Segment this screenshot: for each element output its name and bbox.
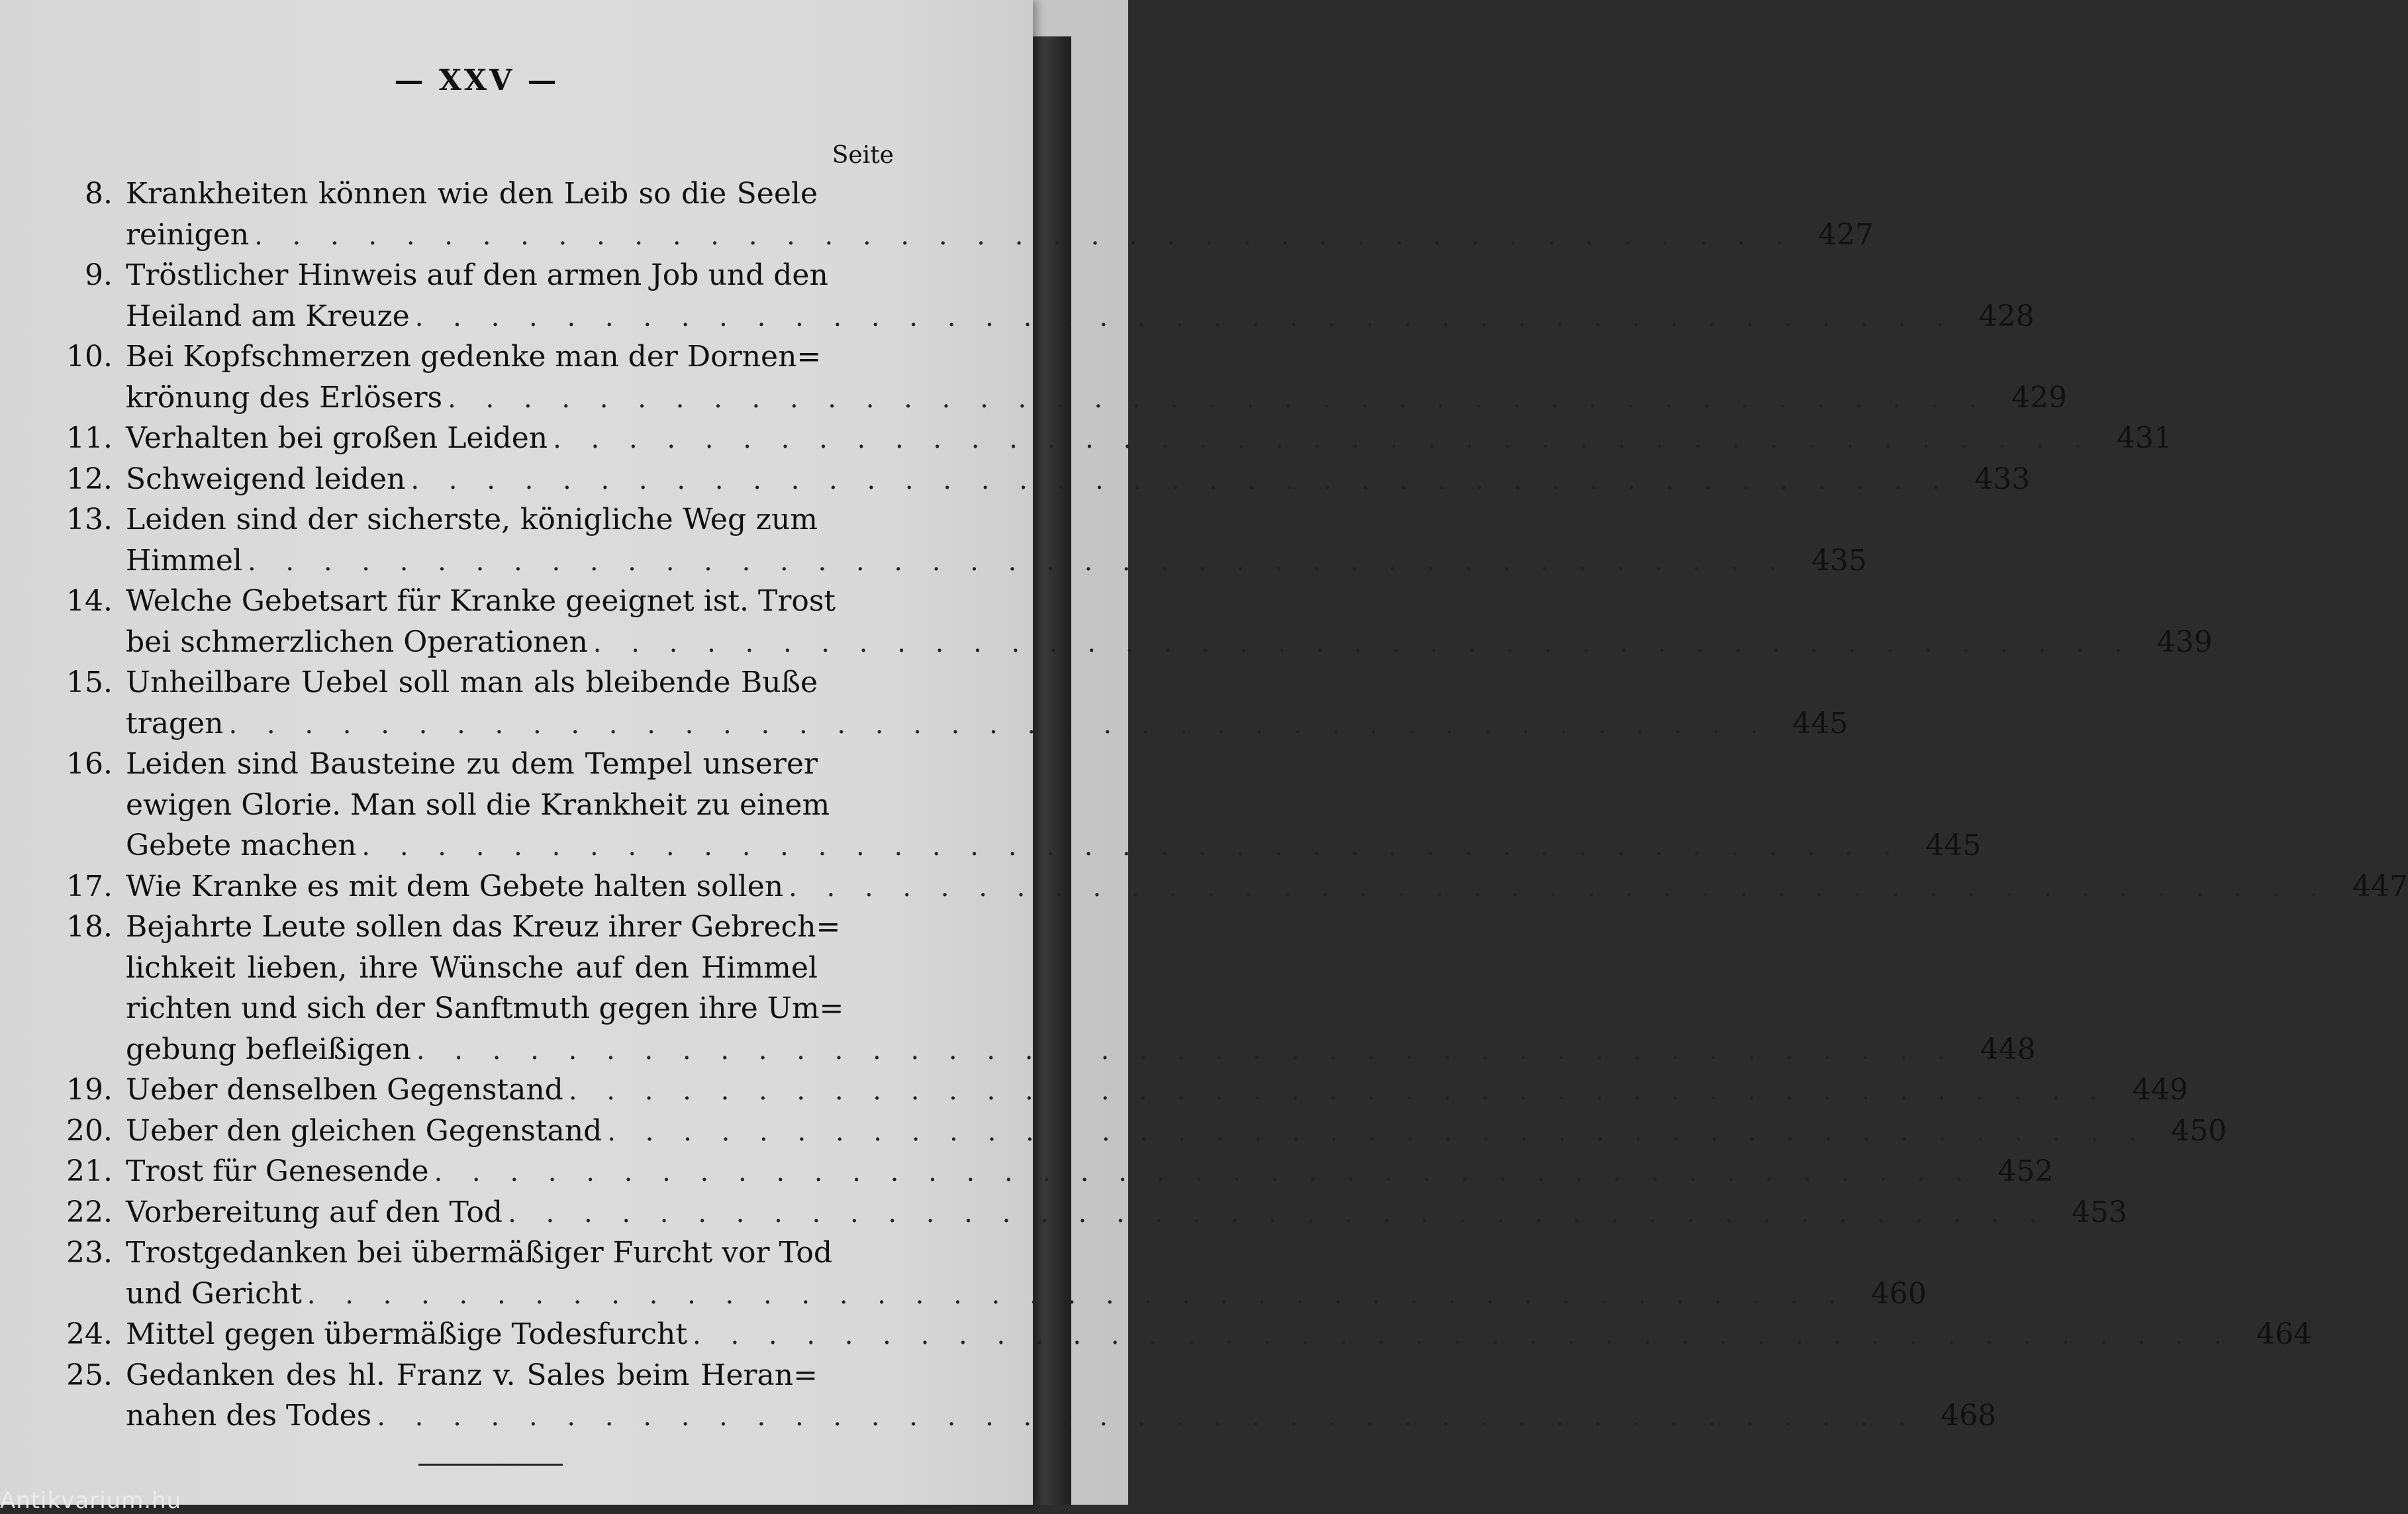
dot-leader: . . . . . . . . . . . . . . . . . . . . . . . . . . . . . . . . . . . . . . . . . (508, 1197, 2048, 1229)
entry-final-line (126, 1070, 2188, 1111)
entry-final-line (126, 215, 1874, 256)
entry-final-line (126, 825, 1982, 866)
toc-entry (60, 866, 2408, 907)
entry-number: 24. (66, 1317, 113, 1351)
page-column-label: Seite (832, 142, 894, 169)
entry-number: 10. (66, 340, 113, 374)
entry-body (126, 1111, 2227, 1152)
dot-leader: . . . . . . . . . . . . . . . . . . . . . . . . . . . . . . . . . . . . . . . . . (254, 220, 1795, 251)
entry-final-line (126, 1029, 2036, 1070)
entry-final-line (126, 866, 2408, 907)
entry-page-number: 428 (1978, 299, 2035, 333)
entry-title-end: und Gericht (126, 1276, 302, 1311)
toc-entry (60, 1233, 1927, 1314)
entry-number: 21. (66, 1154, 113, 1188)
entry-page-number: 435 (1811, 543, 1867, 578)
entry-page-number: 429 (2011, 380, 2067, 415)
dot-leader: . . . . . . . . . . . . . . . . . . . . . . . . . . . . . . . . . . . . . . . . . (414, 301, 1955, 332)
toc-entry (60, 459, 2031, 500)
entry-title-line: Welche Gebetsart für Kranke geeignet ist. Trost (126, 584, 836, 618)
entry-page-number: 468 (1941, 1399, 1997, 1433)
entry-body (126, 1355, 1997, 1437)
entry-number: 12. (66, 462, 113, 496)
toc-entry (60, 1070, 2188, 1111)
entry-page-number: 427 (1818, 217, 1874, 252)
entry-final-line (126, 378, 2067, 419)
entry-body (126, 662, 1849, 744)
closing-rule (418, 1464, 563, 1466)
entry-title-end: Verhalten bei großen Leiden (126, 421, 548, 455)
entry-final-line (126, 703, 1849, 744)
dot-leader: . . . . . . . . . . . . . . . . . . . . . . . . . . . . . . . . . . . . . . . . . (228, 709, 1769, 740)
entry-title-line: Bei Kopfschmerzen gedenke man der Dornen= (126, 340, 822, 374)
entry-page-number: 453 (2072, 1195, 2127, 1229)
entry-body (126, 744, 1982, 866)
entry-page-number: 445 (1792, 706, 1849, 740)
toc-entry (60, 499, 1867, 581)
dot-leader: . . . . . . . . . . . . . . . . . . . . . . . . . . . . . . . . . . . . . . . . . (568, 1076, 2109, 1106)
table-of-contents (60, 174, 2408, 1437)
entry-title-end: Trost für Genesende (126, 1154, 429, 1188)
entry-final-line (126, 1314, 2312, 1355)
entry-number: 14. (66, 584, 113, 618)
toc-entry (60, 174, 1874, 255)
entry-title-end: Vorbereitung auf den Tod (126, 1195, 503, 1229)
entry-page-number: 431 (2117, 421, 2172, 455)
entry-number: 17. (66, 869, 113, 903)
dot-leader: . . . . . . . . . . . . . . . . . . . . . . . . . . . . . . . . . . . . . . . . . (377, 1401, 1917, 1432)
entry-title-line: Leiden sind der sicherste, königliche Weg zum (126, 503, 818, 536)
dot-leader: . . . . . . . . . . . . . . . . . . . . . . . . . . . . . . . . . . . . . . . . . (434, 1157, 1974, 1187)
entry-number: 22. (66, 1195, 113, 1229)
dot-leader: . . . . . . . . . . . . . . . . . . . . . . . . . . . . . . . . . . . . . . . . . (307, 1279, 1847, 1310)
entry-body (126, 1070, 2188, 1111)
dot-leader: . . . . . . . . . . . . . . . . . . . . . . . . . . . . . . . . . . . . . . . . . (789, 872, 2329, 903)
entry-title-end: tragen (126, 706, 224, 740)
entry-title-line: Bejahrte Leute sollen das Kreuz ihrer Gebrech= (126, 910, 841, 944)
toc-entry (60, 1355, 1997, 1437)
entry-body (126, 907, 2036, 1070)
entry-title-line: ewigen Glorie. Man soll die Krankheit zu einem (126, 787, 830, 822)
entry-title-end: gebung befleißigen (126, 1032, 411, 1066)
entry-title-end: Gebete machen (126, 829, 357, 862)
toc-entry (60, 1192, 2127, 1233)
entry-title-line: Tröstlicher Hinweis auf den armen Job und den (126, 258, 828, 292)
entry-title-end: Ueber den gleichen Gegenstand (126, 1113, 602, 1148)
entry-number: 16. (66, 747, 113, 781)
entry-number: 20. (66, 1113, 113, 1148)
entry-page-number: 460 (1870, 1276, 1927, 1311)
entry-body (126, 581, 2213, 662)
entry-number: 15. (66, 666, 113, 699)
dot-leader: . . . . . . . . . . . . . . . . . . . . . . . . . . . . . . . . . . . . . . . . . (416, 1035, 1956, 1066)
entry-final-line (126, 540, 1867, 581)
entry-title-end: Heiland am Kreuze (126, 299, 410, 333)
toc-entry (60, 1314, 2312, 1355)
entry-final-line (126, 459, 2031, 500)
entry-page-number: 450 (2171, 1113, 2227, 1148)
entry-body (126, 866, 2408, 907)
toc-entry (60, 418, 2172, 459)
entry-title-line: Trostgedanken bei übermäßiger Furcht vor Tod (126, 1236, 833, 1270)
entry-title-end: Ueber denselben Gegenstand (126, 1073, 563, 1107)
entry-number: 19. (66, 1073, 113, 1107)
entry-page-number: 452 (1998, 1154, 2054, 1188)
entry-title-end: Mittel gegen übermäßige Todesfurcht (126, 1317, 688, 1351)
entry-number: 11. (66, 421, 113, 455)
entry-final-line (126, 1111, 2227, 1152)
entry-body (126, 174, 1874, 255)
entry-title-line: Krankheiten können wie den Leib so die Seele (126, 177, 818, 211)
watermark: Antikvarium.hu (0, 1488, 182, 1514)
entry-title-end: reinigen (126, 217, 250, 252)
toc-entry (60, 336, 2067, 418)
entry-body (126, 1151, 2054, 1192)
entry-body (126, 499, 1867, 581)
entry-page-number: 433 (1974, 462, 2031, 496)
entry-page-number: 445 (1925, 829, 1982, 862)
dot-leader: . . . . . . . . . . . . . . . . . . . . . . . . . . . . . . . . . . . . . . . . . (607, 1116, 2148, 1147)
entry-page-number: 448 (1980, 1032, 2036, 1066)
entry-page-number: 449 (2132, 1073, 2188, 1107)
entry-page-number: 464 (2256, 1317, 2312, 1351)
entry-number: 18. (66, 910, 113, 944)
entry-body (126, 1314, 2312, 1355)
toc-entry (60, 255, 2035, 336)
entry-final-line (126, 1395, 1997, 1437)
toc-entry (60, 1151, 2054, 1192)
entry-title-end: krönung des Erlösers (126, 380, 443, 415)
dot-leader: . . . . . . . . . . . . . . . . . . . . . . . . . . . . . . . . . . . . . . . . . (693, 1320, 2233, 1350)
entry-title-end: bei schmerzlichen Operationen (126, 625, 588, 659)
entry-final-line (126, 1274, 1927, 1315)
page-number-header: — XXV — (394, 64, 559, 97)
dot-leader: . . . . . . . . . . . . . . . . . . . . . . . . . . . . . . . . . . . . . . . . . (593, 627, 2133, 658)
entry-title-line: Leiden sind Bausteine zu dem Tempel unserer (126, 747, 818, 781)
entry-body (126, 1192, 2127, 1233)
entry-final-line (126, 1151, 2054, 1192)
entry-title-line: Gedanken des hl. Franz v. Sales beim Heran= (126, 1358, 818, 1392)
entry-body (126, 1233, 1927, 1314)
dot-leader: . . . . . . . . . . . . . . . . . . . . . . . . . . . . . . . . . . . . . . . . . (361, 831, 1902, 862)
toc-entry (60, 907, 2036, 1070)
dot-leader: . . . . . . . . . . . . . . . . . . . . . . . . . . . . . . . . . . . . . . . . . (553, 424, 2093, 454)
entry-final-line (126, 622, 2213, 663)
entry-title-end: nahen des Todes (126, 1399, 372, 1433)
entry-body (126, 418, 2172, 459)
toc-entry (60, 1111, 2227, 1152)
entry-final-line (126, 418, 2172, 459)
entry-number: 8. (85, 177, 113, 211)
dot-leader: . . . . . . . . . . . . . . . . . . . . . . . . . . . . . . . . . . . . . . . . . (410, 464, 1951, 495)
dot-leader: . . . . . . . . . . . . . . . . . . . . . . . . . . . . . . . . . . . . . . . . . (248, 546, 1788, 577)
entry-title-line: lichkeit lieben, ihre Wünsche auf den Himmel (126, 950, 818, 985)
entry-final-line (126, 1192, 2127, 1233)
entry-page-number: 439 (2156, 625, 2213, 659)
toc-entry (60, 744, 1982, 866)
entry-page-number: 447 (2352, 869, 2408, 903)
entry-body (126, 459, 2031, 500)
entry-title-end: Himmel (126, 543, 242, 578)
entry-number: 9. (85, 258, 113, 292)
dot-leader: . . . . . . . . . . . . . . . . . . . . . . . . . . . . . . . . . . . . . . . . . (448, 383, 1988, 414)
toc-entry (60, 581, 2213, 662)
entry-body (126, 255, 2035, 336)
entry-body (126, 336, 2067, 418)
entry-number: 25. (66, 1358, 113, 1392)
entry-title-end: Wie Kranke es mit dem Gebete halten sollen (126, 869, 784, 903)
entry-final-line (126, 296, 2035, 337)
entry-number: 23. (66, 1236, 113, 1270)
toc-entry (60, 662, 1849, 744)
entry-title-end: Schweigend leiden (126, 462, 406, 496)
entry-title-line: richten und sich der Sanftmuth gegen ihre Um= (126, 991, 844, 1025)
entry-number: 13. (66, 503, 113, 536)
entry-title-line: Unheilbare Uebel soll man als bleibende Buße (126, 666, 818, 699)
